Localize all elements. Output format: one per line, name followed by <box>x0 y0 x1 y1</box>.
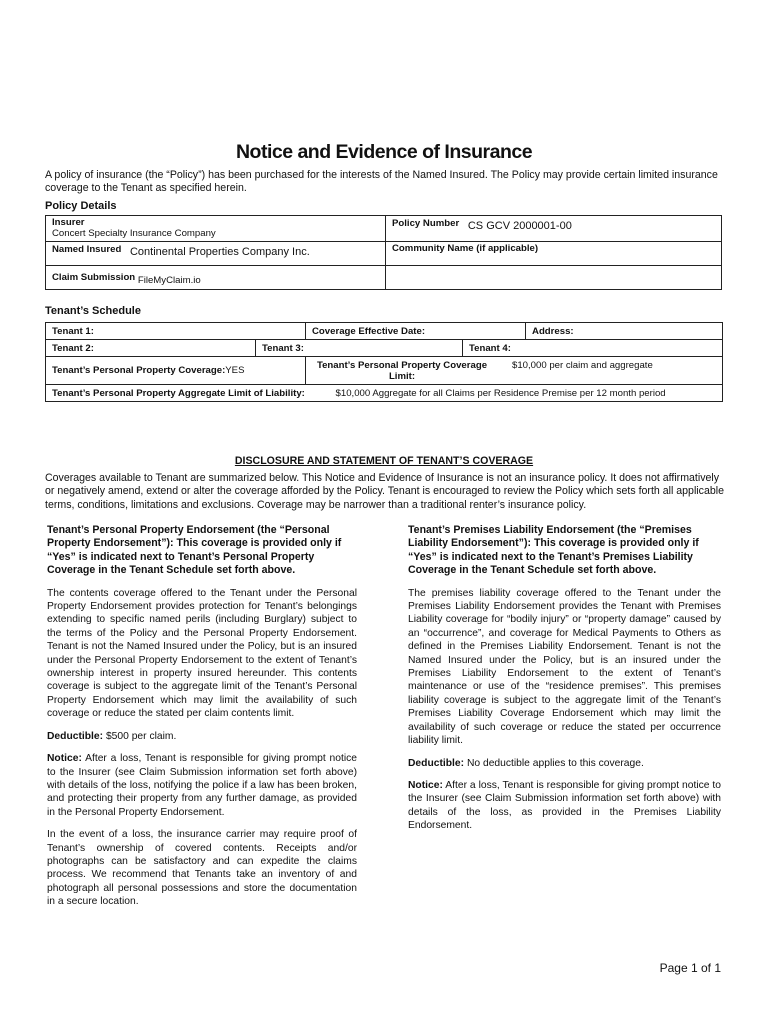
policy-details-heading: Policy Details <box>45 200 117 212</box>
policy-number-label: Policy Number <box>392 218 460 229</box>
aggregate-limit-label: Tenant’s Personal Property Aggregate Limit of Liability: <box>52 387 305 399</box>
pp-notice <box>47 752 357 819</box>
tenant-3-cell: Tenant 3: <box>256 340 463 357</box>
pp-coverage-label: Tenant’s Personal Property Coverage: <box>52 365 226 376</box>
pp-limit-value: $10,000 per claim and aggregate <box>512 359 653 371</box>
insurer-label: Insurer <box>52 217 85 228</box>
named-insured-cell <box>46 242 386 266</box>
policy-number-cell <box>386 216 722 242</box>
pp-limit-label-line2: Limit: <box>388 370 416 382</box>
pl-description: The premises liability coverage offered to the Tenant under the Premises Liability Endorsement provides the Tenant with Premises Liability coverage for “bodily injury” or “property damage” caused by an “occurrence”, and coverage for Medical Payments to Others as defined in the Premises Liability Endorsement. Tenant is not the Named Insured under the Policy, but is an insured under the Premises Liability Endorsement to the extent of Tenant’s maintenance or use of the “residence premises”. This premises liability coverage is subject to the aggregate limit of the Tenant’s Premises Liability Coverage Endorsement which may limit the availability of such coverage or reduce the stated per occurrence liability limit. <box>408 587 721 747</box>
intro-paragraph: A policy of insurance (the “Policy”) has been purchased for the interests of the Named Insured. The Policy may provide certain limited insurance coverage to the Tenant as specified herein. <box>45 169 718 194</box>
policy-details-table <box>45 215 722 290</box>
pl-notice-label: Notice: <box>408 779 443 791</box>
aggregate-limit-value: $10,000 Aggregate for all Claims per Residence Premise per 12 month period <box>335 387 666 399</box>
disclosure-intro: Coverages available to Tenant are summarized below. This Notice and Evidence of Insurance is not an insurance policy. It does not affirmatively or negatively amend, extend or alter the coverage afforded by the Policy. Tenant is encouraged to review the Policy which sets forth all applicable terms, conditions, limitations and exclusions. Coverage may be narrower than a traditional renter’s insurance policy. <box>45 472 724 511</box>
empty-cell <box>386 266 722 290</box>
coverage-date-cell: Coverage Effective Date: <box>306 323 526 340</box>
pl-endorsement-heading: Tenant’s Premises Liability Endorsement (the “Premises Liability Endorsement”): This coverage is provided only if “Yes” is indicated next to the Tenant’s Premises Liability Coverage in the Tenant Schedule set forth above. <box>408 524 699 577</box>
pp-limit-cell <box>306 357 723 385</box>
pp-limit-label-line1: Tenant’s Personal Property Coverage <box>316 359 488 371</box>
pl-notice <box>408 779 721 833</box>
pp-deductible-value: $500 per claim. <box>103 730 177 742</box>
tenant-1-cell: Tenant 1: <box>46 323 306 340</box>
insurer-cell <box>46 216 386 242</box>
claim-submission-label: Claim Submission <box>52 272 136 283</box>
community-cell <box>386 242 722 266</box>
pp-endorsement-heading: Tenant’s Personal Property Endorsement (the “Personal Property Endorsement”): This coverage is provided only if “Yes” is indicated next to Tenant’s Personal Property Coverage in the Tenant Schedule set forth above. <box>47 524 342 577</box>
premises-liability-column <box>408 524 721 842</box>
policy-number-value: CS GCV 2000001-00 <box>467 220 572 232</box>
pp-coverage-cell <box>46 357 306 385</box>
named-insured-label: Named Insured <box>52 244 122 255</box>
tenant-schedule-heading: Tenant’s Schedule <box>45 305 141 317</box>
pp-deductible <box>47 730 357 743</box>
tenant-4-cell: Tenant 4: <box>463 340 723 357</box>
pp-limit-label <box>312 360 492 382</box>
disclosure-heading: DISCLOSURE AND STATEMENT OF TENANT’S COVERAGE <box>234 455 534 467</box>
pl-deductible <box>408 757 721 770</box>
claim-submission-value: FileMyClaim.io <box>137 275 201 286</box>
pp-proof-paragraph: In the event of a loss, the insurance carrier may require proof of Tenant’s ownership of covered contents. Receipts and/or photographs can be satisfactory and can expedite the claims process. We recommend that Tenants take an inventory of and photograph all personal possessions and store the documentation in a secure location. <box>47 829 357 908</box>
pl-deductible-value: No deductible applies to this coverage. <box>464 757 644 769</box>
pp-deductible-label: Deductible: <box>47 730 104 742</box>
named-insured-value: Continental Properties Company Inc. <box>129 246 310 258</box>
aggregate-limit-cell <box>46 385 723 402</box>
document-title: Notice and Evidence of Insurance <box>235 141 533 163</box>
insurer-value: Concert Specialty Insurance Company <box>52 228 216 239</box>
pp-coverage-value: YES <box>225 365 245 376</box>
pl-notice-value: After a loss, Tenant is responsible for giving prompt notice to the Insurer (see Claim Submission information set forth above) with details of the loss, as provided in the Premises Liability Endorsement. <box>408 779 721 832</box>
pl-deductible-label: Deductible: <box>408 757 465 769</box>
pp-notice-value: After a loss, Tenant is responsible for giving prompt notice to the Insurer (see Claim Submission information set forth above) with details of the loss, notifying the police if a law has been broken, and protecting their property from any further damage, as provided in the Personal Property Endorsement. <box>47 753 357 818</box>
address-cell: Address: <box>526 323 723 340</box>
tenant-2-cell: Tenant 2: <box>46 340 256 357</box>
pp-notice-label: Notice: <box>47 753 82 765</box>
personal-property-column <box>47 524 357 918</box>
claim-submission-cell <box>46 266 386 290</box>
page-number: Page 1 of 1 <box>659 961 721 975</box>
tenant-schedule-table <box>45 322 723 402</box>
community-label: Community Name (if applicable) <box>392 243 539 254</box>
pp-description: The contents coverage offered to the Tenant under the Personal Property Endorsement provides protection for Tenant’s belongings extending to specific named perils (including Burglary) subject to the terms of the Policy and the Personal Property Endorsement. Tenant is not the Named Insured under the Policy, but is an insured under the Personal Property Endorsement to the extent of Tenant’s ownership interest in property insured hereunder. This contents coverage is subject to the aggregate limit of the Tenant’s Personal Property Endorsement which may limit the availability of such coverage or reduce the stated per claim contents limit. <box>47 587 357 720</box>
